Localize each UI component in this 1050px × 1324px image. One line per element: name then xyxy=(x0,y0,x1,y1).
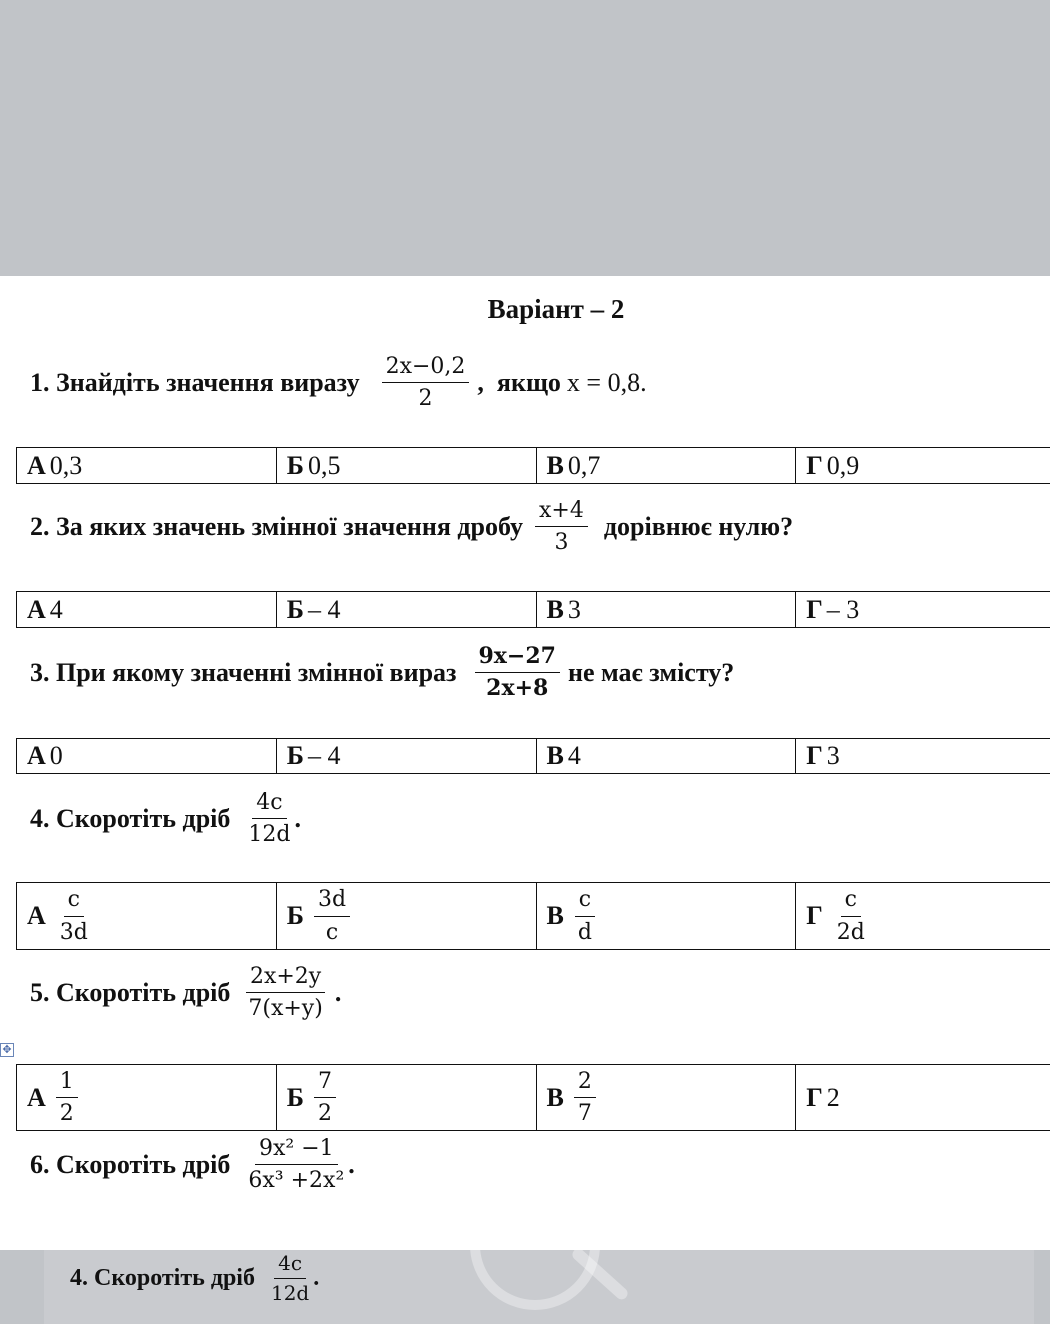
answer-letter: В xyxy=(546,450,564,480)
answer-letter: Г xyxy=(806,901,823,930)
question-2 xyxy=(30,498,793,556)
fraction-numerator: 2 xyxy=(574,1069,596,1098)
answers-2 xyxy=(16,591,1050,628)
question-6-text: 6. Скоротіть дріб xyxy=(30,1149,231,1179)
answer-letter: Б xyxy=(286,594,304,624)
question-5-fraction xyxy=(244,964,326,1022)
question-5 xyxy=(30,964,341,1022)
answer-letter: В xyxy=(546,1082,564,1112)
answer-value: – 3 xyxy=(826,594,860,624)
answer-4-g[interactable] xyxy=(796,883,1050,950)
question-4-fraction xyxy=(244,790,294,848)
answer-1-a[interactable] xyxy=(17,448,277,484)
answer-5-a[interactable] xyxy=(17,1065,277,1131)
answer-4-v[interactable] xyxy=(536,883,796,950)
table-move-handle-icon[interactable]: ✥ xyxy=(0,1043,14,1057)
answer-4-b[interactable] xyxy=(276,883,536,950)
question-2-fraction xyxy=(535,498,588,556)
fraction-numerator: 2x−0,2 xyxy=(382,354,470,383)
fraction-denominator: 2x+8 xyxy=(486,675,549,702)
question-3 xyxy=(30,644,734,702)
answer-value: 0 xyxy=(49,741,63,770)
answer-3-a[interactable] xyxy=(17,739,277,774)
answer-5-g[interactable] xyxy=(796,1065,1050,1131)
answer-2-g[interactable] xyxy=(796,592,1050,628)
zoom-preview-fraction xyxy=(267,1252,313,1305)
fraction-denominator: 12d xyxy=(248,822,291,848)
fraction-denominator: 12d xyxy=(270,1281,310,1305)
answer-value: 0,5 xyxy=(307,450,341,480)
question-1-fraction xyxy=(382,354,470,412)
fraction-denominator: 3d xyxy=(59,919,88,945)
answers-4 xyxy=(16,882,1050,950)
answer-value: 2 xyxy=(826,1082,840,1112)
question-3-text: 3. При якому значенні змінної вираз xyxy=(30,657,457,687)
page-title: Варіант – 2 xyxy=(487,294,625,324)
question-6 xyxy=(30,1136,355,1194)
question-3-fraction xyxy=(475,644,560,702)
question-3-after: не має змісту? xyxy=(567,657,735,687)
answer-3-b[interactable] xyxy=(276,739,536,774)
answers-3 xyxy=(16,738,1050,774)
answer-letter: Б xyxy=(286,901,304,930)
zoom-preview-question xyxy=(70,1252,319,1305)
fraction-denominator: 2d xyxy=(836,919,865,945)
answer-value: 3 xyxy=(567,594,581,624)
question-2-after: дорівнює нулю? xyxy=(603,511,794,541)
answer-4-a[interactable] xyxy=(17,883,277,950)
answer-value: – 4 xyxy=(307,594,341,624)
fraction-numerator: c xyxy=(575,887,595,916)
answer-letter: Б xyxy=(286,741,304,770)
answer-letter: В xyxy=(546,901,564,930)
zoom-preview-after: . xyxy=(313,1265,320,1291)
answer-letter: Г xyxy=(806,1082,823,1112)
fraction-numerator: c xyxy=(64,887,84,916)
answer-letter: А xyxy=(27,741,46,770)
answer-letter: Г xyxy=(806,594,823,624)
fraction-numerator: 9x−27 xyxy=(475,644,560,673)
fraction-numerator: 3d xyxy=(314,887,350,916)
question-4-after: . xyxy=(294,803,301,833)
fraction-denominator: d xyxy=(577,919,592,945)
answer-letter: А xyxy=(27,594,46,624)
fraction-numerator: 4c xyxy=(274,1252,306,1279)
answer-fraction xyxy=(833,887,869,945)
fraction-numerator: x+4 xyxy=(535,498,588,527)
answer-letter: А xyxy=(27,901,46,930)
answer-value: 4 xyxy=(49,594,63,624)
answer-fraction xyxy=(574,1069,596,1127)
fraction-denominator: 2 xyxy=(418,386,433,412)
answer-1-b[interactable] xyxy=(276,448,536,484)
fraction-denominator: 3 xyxy=(554,530,569,556)
fraction-numerator: 9x² −1 xyxy=(255,1136,338,1165)
answer-value: 0,3 xyxy=(49,450,83,480)
fraction-denominator: 6x³ +2x² xyxy=(248,1168,345,1194)
answer-fraction xyxy=(314,887,350,945)
answer-2-a[interactable] xyxy=(17,592,277,628)
answer-letter: В xyxy=(546,594,564,624)
fraction-numerator: 1 xyxy=(56,1069,78,1098)
question-1-condition: x = 0,8. xyxy=(566,367,647,397)
answer-letter: А xyxy=(27,450,46,480)
answer-letter: Г xyxy=(806,741,823,770)
fraction-denominator: c xyxy=(325,919,339,945)
answer-5-v[interactable] xyxy=(536,1065,796,1131)
answer-fraction xyxy=(574,887,596,945)
question-5-text: 5. Скоротіть дріб xyxy=(30,977,231,1007)
top-gray-area xyxy=(0,0,1050,276)
answer-value: 0,9 xyxy=(826,450,860,480)
answer-3-g[interactable] xyxy=(796,739,1050,774)
question-4-text: 4. Скоротіть дріб xyxy=(30,803,231,833)
answer-1-v[interactable] xyxy=(536,448,796,484)
answer-value: 3 xyxy=(826,741,840,770)
question-1-text: 1. Знайдіть значення виразу xyxy=(30,367,360,397)
answer-value: 4 xyxy=(567,741,581,770)
answer-fraction xyxy=(56,887,92,945)
answer-letter: Б xyxy=(286,450,304,480)
answer-fraction xyxy=(56,1069,78,1127)
answer-letter: Г xyxy=(806,450,823,480)
question-1 xyxy=(30,354,647,412)
answer-letter: А xyxy=(27,1082,46,1112)
answer-value: – 4 xyxy=(307,741,341,770)
fraction-numerator: 2x+2y xyxy=(246,964,325,993)
zoom-preview-text: 4. Скоротіть дріб xyxy=(70,1265,255,1291)
fraction-numerator: 4c xyxy=(252,790,286,819)
fraction-denominator: 2 xyxy=(59,1101,74,1126)
answer-value: 0,7 xyxy=(567,450,601,480)
document-page xyxy=(0,276,1050,1250)
answer-fraction xyxy=(314,1069,336,1127)
answer-1-g[interactable] xyxy=(796,448,1050,484)
answer-2-b[interactable] xyxy=(276,592,536,628)
answer-letter: В xyxy=(546,741,564,770)
answer-5-b[interactable] xyxy=(276,1065,536,1131)
fraction-denominator: 2 xyxy=(317,1101,332,1126)
answer-2-v[interactable] xyxy=(536,592,796,628)
question-6-fraction xyxy=(244,1136,348,1194)
question-1-after: , якщо xyxy=(477,367,561,397)
answer-3-v[interactable] xyxy=(536,739,796,774)
question-6-after: . xyxy=(348,1149,355,1179)
question-5-after: . xyxy=(334,977,342,1007)
answers-5 xyxy=(16,1064,1050,1131)
answers-1 xyxy=(16,447,1050,484)
fraction-denominator: 7(x+y) xyxy=(248,996,323,1022)
fraction-numerator: c xyxy=(841,887,861,916)
question-2-text: 2. За яких значень змінної значення дробу xyxy=(30,511,524,541)
fraction-denominator: 7 xyxy=(577,1101,592,1126)
question-4 xyxy=(30,790,301,848)
fraction-numerator: 7 xyxy=(314,1069,336,1098)
answer-letter: Б xyxy=(286,1082,304,1112)
